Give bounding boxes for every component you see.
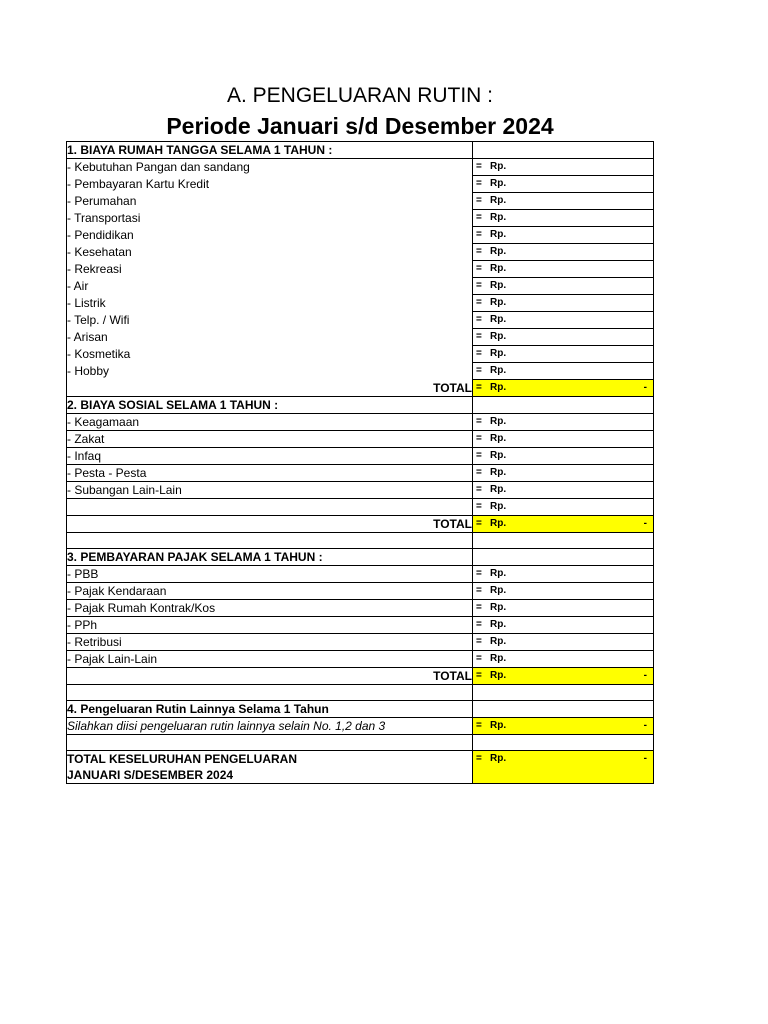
amount-dash: -	[643, 753, 647, 764]
equals-sign: =	[476, 720, 482, 731]
equals-sign: =	[476, 518, 482, 529]
list-item: - Pesta - Pesta	[67, 465, 473, 482]
equals-sign: =	[476, 280, 482, 291]
equals-sign: =	[476, 382, 482, 393]
section-heading: 2. BIAYA SOSIAL SELAMA 1 TAHUN :	[67, 397, 473, 414]
amount-cell[interactable]	[473, 329, 654, 346]
amount-cell[interactable]	[473, 718, 654, 735]
amount-cell[interactable]	[473, 227, 654, 244]
table-row	[67, 159, 654, 176]
amount-value	[473, 176, 653, 192]
amount-value	[473, 278, 653, 294]
table-row	[67, 516, 654, 533]
amount-value	[473, 448, 653, 464]
amount-cell[interactable]	[473, 448, 654, 465]
currency-label: Rp.	[490, 433, 507, 444]
amount-cell[interactable]	[473, 600, 654, 617]
equals-sign: =	[476, 433, 482, 444]
table-row	[67, 363, 654, 380]
currency-label: Rp.	[490, 753, 507, 764]
amount-cell[interactable]	[473, 751, 654, 784]
currency-label: Rp.	[490, 416, 507, 427]
table-row	[67, 735, 654, 751]
amount-dash: -	[643, 518, 647, 529]
equals-sign: =	[476, 568, 482, 579]
period-subtitle: Periode Januari s/d Desember 2024	[166, 113, 554, 139]
amount-cell[interactable]	[473, 583, 654, 600]
list-item: - Telp. / Wifi	[67, 312, 473, 329]
list-item: - PPh	[67, 617, 473, 634]
equals-sign: =	[476, 331, 482, 342]
equals-sign: =	[476, 653, 482, 664]
amount-cell[interactable]	[473, 346, 654, 363]
amount-value	[473, 482, 653, 498]
currency-label: Rp.	[490, 297, 507, 308]
currency-label: Rp.	[490, 161, 507, 172]
amount-value	[473, 668, 653, 684]
amount-cell[interactable]	[473, 566, 654, 583]
list-item: - Retribusi	[67, 634, 473, 651]
amount-dash: -	[643, 382, 647, 393]
amount-value	[473, 346, 653, 362]
empty-cell	[473, 549, 654, 566]
amount-cell[interactable]	[473, 159, 654, 176]
section-heading: 4. Pengeluaran Rutin Lainnya Selama 1 Tahun	[67, 701, 473, 718]
amount-cell[interactable]	[473, 617, 654, 634]
equals-sign: =	[476, 467, 482, 478]
table-row	[67, 533, 654, 549]
currency-label: Rp.	[490, 653, 507, 664]
table-row	[67, 448, 654, 465]
grand-total-line-2: JANUARI S/DESEMBER 2024	[67, 768, 234, 782]
table-row	[67, 346, 654, 363]
currency-label: Rp.	[490, 331, 507, 342]
table-row	[67, 600, 654, 617]
currency-label: Rp.	[490, 602, 507, 613]
equals-sign: =	[476, 263, 482, 274]
table-row	[67, 751, 654, 784]
currency-label: Rp.	[490, 263, 507, 274]
table-row	[67, 210, 654, 227]
empty-cell	[473, 701, 654, 718]
currency-label: Rp.	[490, 450, 507, 461]
currency-label: Rp.	[490, 348, 507, 359]
list-item: - Rekreasi	[67, 261, 473, 278]
equals-sign: =	[476, 314, 482, 325]
equals-sign: =	[476, 365, 482, 376]
section-heading: 1. BIAYA RUMAH TANGGA SELAMA 1 TAHUN :	[67, 142, 473, 159]
table-row	[67, 142, 654, 159]
equals-sign: =	[476, 484, 482, 495]
currency-label: Rp.	[490, 246, 507, 257]
expense-table	[66, 141, 654, 784]
amount-dash: -	[643, 720, 647, 731]
list-item: - Perumahan	[67, 193, 473, 210]
currency-label: Rp.	[490, 518, 507, 529]
equals-sign: =	[476, 229, 482, 240]
amount-cell[interactable]	[473, 193, 654, 210]
grand-total-label	[67, 751, 473, 784]
grand-total-line-1: TOTAL KESELURUHAN PENGELUARAN	[67, 752, 298, 766]
amount-value	[473, 329, 653, 345]
amount-cell[interactable]	[473, 278, 654, 295]
amount-value	[473, 227, 653, 243]
equals-sign: =	[476, 348, 482, 359]
blank-cell	[473, 533, 654, 549]
equals-sign: =	[476, 602, 482, 613]
amount-dash: -	[643, 670, 647, 681]
amount-value	[473, 600, 653, 616]
amount-cell[interactable]	[473, 431, 654, 448]
section-note: Silahkan diisi pengeluaran rutin lainnya selain No. 1,2 dan 3	[67, 718, 473, 735]
amount-value	[473, 499, 653, 515]
table-row	[67, 499, 654, 516]
list-item: - Zakat	[67, 431, 473, 448]
table-row	[67, 482, 654, 499]
amount-value	[473, 363, 653, 379]
blank-cell	[67, 685, 473, 701]
blank-cell	[67, 499, 473, 516]
table-row	[67, 278, 654, 295]
amount-cell[interactable]	[473, 465, 654, 482]
table-row	[67, 414, 654, 431]
table-row	[67, 651, 654, 668]
table-row	[67, 431, 654, 448]
list-item: - Kosmetika	[67, 346, 473, 363]
table-row	[67, 227, 654, 244]
list-item: - Pajak Lain-Lain	[67, 651, 473, 668]
list-item: - Pajak Kendaraan	[67, 583, 473, 600]
amount-cell[interactable]	[473, 210, 654, 227]
currency-label: Rp.	[490, 178, 507, 189]
empty-cell	[473, 142, 654, 159]
empty-cell	[473, 397, 654, 414]
currency-label: Rp.	[490, 280, 507, 291]
table-row	[67, 380, 654, 397]
table-row	[67, 685, 654, 701]
equals-sign: =	[476, 636, 482, 647]
amount-cell[interactable]	[473, 176, 654, 193]
currency-label: Rp.	[490, 619, 507, 630]
equals-sign: =	[476, 416, 482, 427]
list-item: - Pendidikan	[67, 227, 473, 244]
section-heading: 3. PEMBAYARAN PAJAK SELAMA 1 TAHUN :	[67, 549, 473, 566]
currency-label: Rp.	[490, 212, 507, 223]
list-item: - Hobby	[67, 363, 473, 380]
currency-label: Rp.	[490, 382, 507, 393]
list-item: - Pembayaran Kartu Kredit	[67, 176, 473, 193]
amount-value	[473, 380, 653, 396]
amount-cell[interactable]	[473, 499, 654, 516]
equals-sign: =	[476, 753, 482, 764]
amount-value	[473, 516, 653, 532]
table-row	[67, 634, 654, 651]
list-item: - Kesehatan	[67, 244, 473, 261]
amount-cell[interactable]	[473, 414, 654, 431]
equals-sign: =	[476, 212, 482, 223]
table-row	[67, 718, 654, 735]
list-item: - Arisan	[67, 329, 473, 346]
table-row	[67, 329, 654, 346]
amount-cell[interactable]	[473, 312, 654, 329]
amount-cell[interactable]	[473, 651, 654, 668]
equals-sign: =	[476, 670, 482, 681]
list-item: - Pajak Rumah Kontrak/Kos	[67, 600, 473, 617]
equals-sign: =	[476, 619, 482, 630]
table-row	[67, 244, 654, 261]
equals-sign: =	[476, 161, 482, 172]
table-row	[67, 312, 654, 329]
table-row	[67, 549, 654, 566]
total-label: TOTAL	[67, 380, 473, 397]
amount-value	[473, 193, 653, 209]
table-row	[67, 176, 654, 193]
amount-cell[interactable]	[473, 363, 654, 380]
table-row	[67, 566, 654, 583]
currency-label: Rp.	[490, 585, 507, 596]
table-row	[67, 261, 654, 278]
currency-label: Rp.	[490, 501, 507, 512]
table-row	[67, 617, 654, 634]
amount-value	[473, 718, 653, 734]
amount-value	[473, 159, 653, 175]
amount-cell[interactable]	[473, 244, 654, 261]
currency-label: Rp.	[490, 365, 507, 376]
equals-sign: =	[476, 450, 482, 461]
amount-value	[473, 617, 653, 633]
table-row	[67, 295, 654, 312]
amount-value	[473, 583, 653, 599]
amount-value	[473, 566, 653, 582]
table-row	[67, 465, 654, 482]
list-item: - Subangan Lain-Lain	[67, 482, 473, 499]
amount-value	[473, 751, 653, 767]
table-row	[67, 668, 654, 685]
list-item: - Keagamaan	[67, 414, 473, 431]
equals-sign: =	[476, 178, 482, 189]
amount-value	[473, 465, 653, 481]
list-item: - PBB	[67, 566, 473, 583]
amount-value	[473, 210, 653, 226]
total-label: TOTAL	[67, 516, 473, 533]
amount-cell[interactable]	[473, 482, 654, 499]
amount-value	[473, 634, 653, 650]
currency-label: Rp.	[490, 720, 507, 731]
amount-value	[473, 261, 653, 277]
amount-cell[interactable]	[473, 295, 654, 312]
amount-cell[interactable]	[473, 634, 654, 651]
equals-sign: =	[476, 501, 482, 512]
currency-label: Rp.	[490, 670, 507, 681]
amount-cell[interactable]	[473, 668, 654, 685]
currency-label: Rp.	[490, 195, 507, 206]
blank-cell	[67, 533, 473, 549]
blank-cell	[67, 735, 473, 751]
table-row	[67, 397, 654, 414]
page-title: A. PENGELUARAN RUTIN :	[226, 84, 494, 107]
currency-label: Rp.	[490, 467, 507, 478]
amount-cell[interactable]	[473, 516, 654, 533]
amount-cell[interactable]	[473, 380, 654, 397]
blank-cell	[473, 685, 654, 701]
list-item: - Kebutuhan Pangan dan sandang	[67, 159, 473, 176]
equals-sign: =	[476, 585, 482, 596]
table-row	[67, 701, 654, 718]
equals-sign: =	[476, 195, 482, 206]
currency-label: Rp.	[490, 636, 507, 647]
currency-label: Rp.	[490, 484, 507, 495]
table-row	[67, 193, 654, 210]
amount-value	[473, 295, 653, 311]
amount-value	[473, 431, 653, 447]
amount-value	[473, 244, 653, 260]
amount-value	[473, 312, 653, 328]
blank-cell	[473, 735, 654, 751]
list-item: - Listrik	[67, 295, 473, 312]
amount-cell[interactable]	[473, 261, 654, 278]
list-item: - Transportasi	[67, 210, 473, 227]
list-item: - Air	[67, 278, 473, 295]
table-row	[67, 583, 654, 600]
currency-label: Rp.	[490, 314, 507, 325]
amount-value	[473, 651, 653, 667]
equals-sign: =	[476, 246, 482, 257]
list-item: - Infaq	[67, 448, 473, 465]
equals-sign: =	[476, 297, 482, 308]
total-label: TOTAL	[67, 668, 473, 685]
currency-label: Rp.	[490, 568, 507, 579]
currency-label: Rp.	[490, 229, 507, 240]
amount-value	[473, 414, 653, 430]
